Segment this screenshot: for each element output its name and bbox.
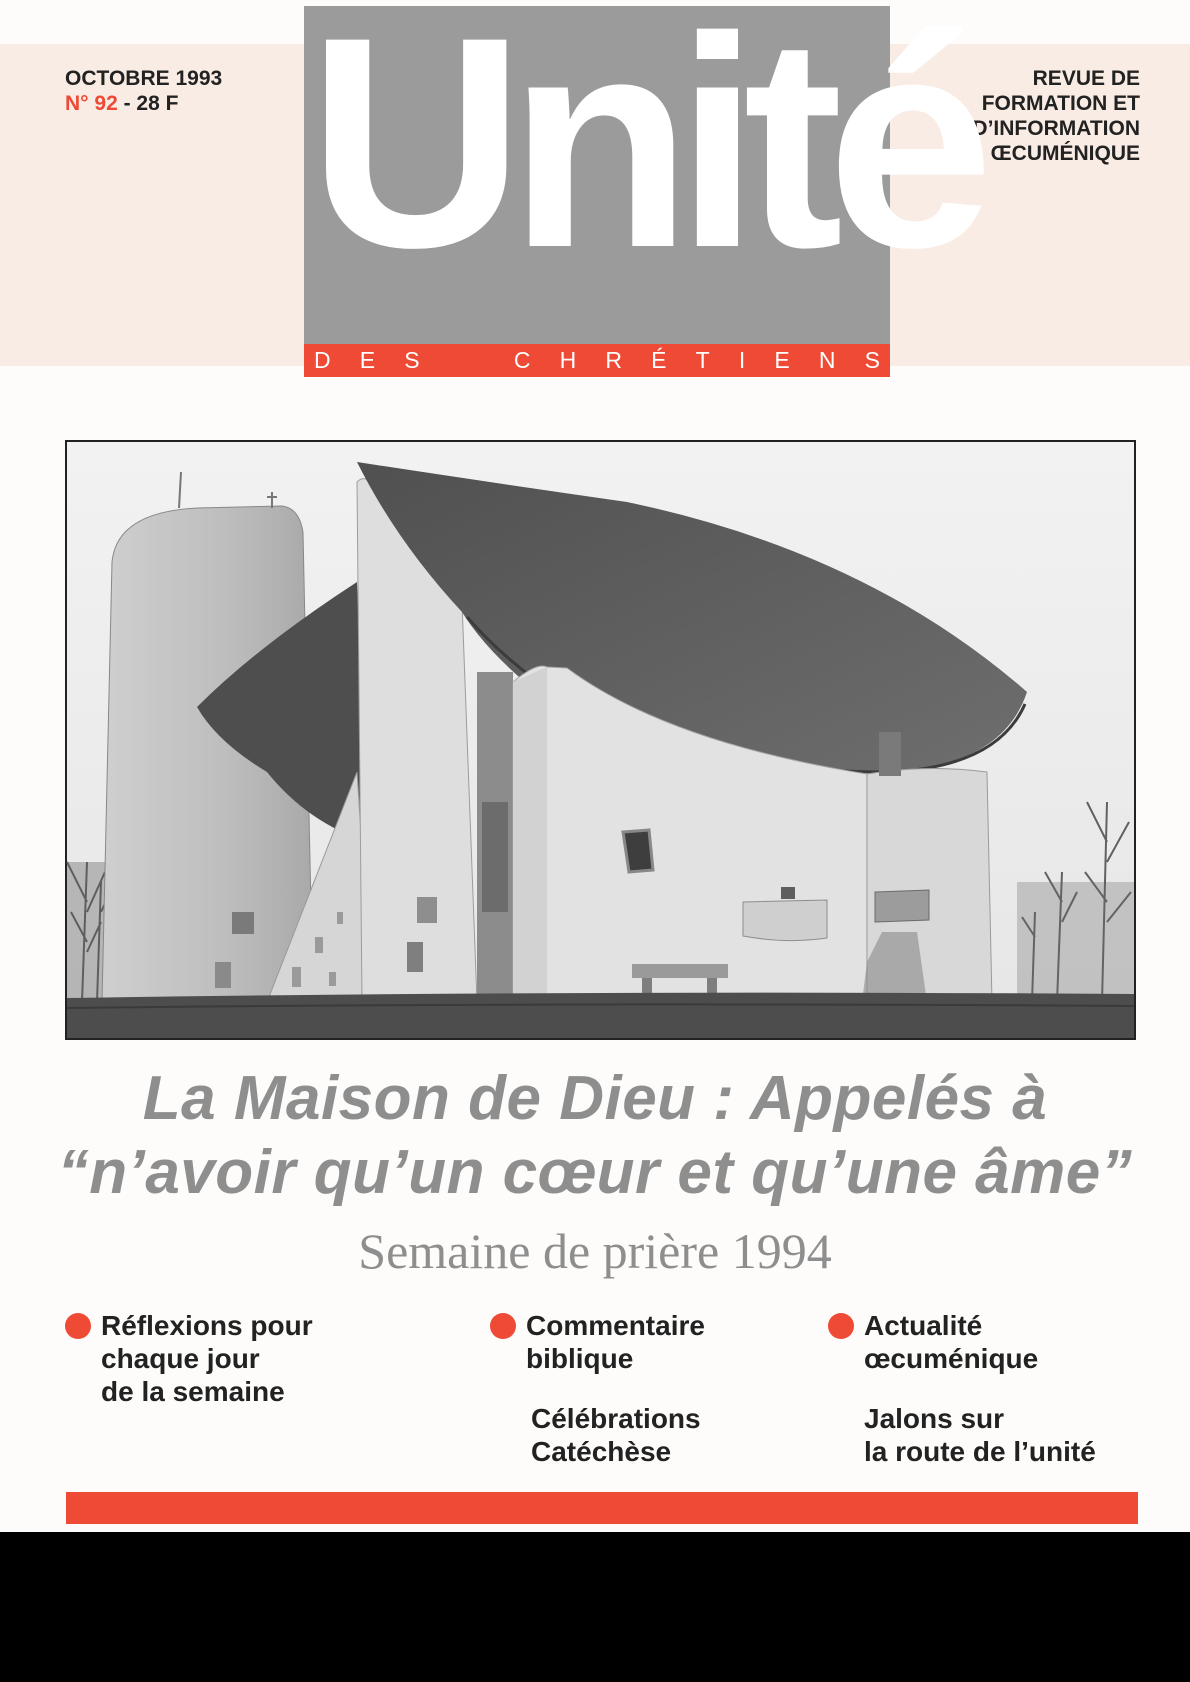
tagline-line: D’INFORMATION: [972, 117, 1140, 140]
subtitle-letter: S: [864, 347, 880, 373]
subtitle-letter: C: [513, 347, 531, 373]
subtitle-letter: N: [818, 347, 836, 373]
issue-number-value: N° 92: [65, 92, 118, 115]
masthead-title: Unité: [308, 0, 978, 310]
feature-line: Jalons sur: [864, 1403, 1005, 1434]
cover-headline: [0, 1062, 1190, 1210]
chapel-photo-illustration: [67, 442, 1134, 1038]
subtitle-letter: E: [359, 347, 376, 373]
feature-line: Commentaire: [526, 1310, 705, 1341]
feature-line: la route de l’unité: [864, 1436, 1096, 1467]
issue-info: [65, 66, 222, 116]
feature-line: Célébrations: [531, 1403, 701, 1434]
feature-jalons: [864, 1402, 1096, 1468]
subtitle-letter: S: [404, 347, 420, 373]
feature-line: chaque jour: [101, 1343, 260, 1374]
headline-line-1: La Maison de Dieu : Appelés à: [142, 1064, 1048, 1133]
masthead-title-box: [304, 0, 978, 344]
headline-line-2: “n’avoir qu’un cœur et qu’une âme”: [57, 1138, 1133, 1207]
feature-line: Actualité: [864, 1310, 983, 1341]
tagline-line: ŒCUMÉNIQUE: [990, 142, 1140, 165]
subtitle-letter: D: [314, 347, 331, 373]
bullet-dot: [490, 1313, 516, 1339]
bullet-dot: [828, 1313, 854, 1339]
bottom-accent-bar: [66, 1492, 1138, 1524]
subtitle-letter: I: [738, 347, 746, 373]
masthead: [304, 0, 978, 377]
cover-photo: [65, 440, 1136, 1040]
feature-line: Réflexions pour: [101, 1310, 313, 1341]
feature-actualite: [864, 1309, 1038, 1375]
issue-date: OCTOBRE 1993: [65, 67, 223, 90]
cover-subhead: Semaine de prière 1994: [358, 1223, 832, 1279]
feature-line: de la semaine: [101, 1376, 285, 1407]
feature-celebrations: [531, 1402, 701, 1468]
subtitle-letter: T: [695, 347, 710, 373]
issue-price: - 28 F: [117, 92, 179, 115]
tagline-line: REVUE DE: [1032, 67, 1140, 90]
feature-line: œcuménique: [864, 1343, 1039, 1374]
feature-line: Catéchèse: [531, 1436, 672, 1467]
subtitle-letter: H: [559, 347, 577, 373]
feature-commentaire: [526, 1309, 705, 1375]
subtitle-letter: E: [774, 347, 790, 373]
tagline-line: FORMATION ET: [981, 92, 1140, 115]
subtitle-letter: É: [651, 347, 667, 373]
masthead-subtitle: [304, 344, 890, 377]
subtitle-letter: R: [605, 347, 623, 373]
issue-number: [65, 91, 222, 116]
feature-line: biblique: [526, 1343, 634, 1374]
bullet-dot: [65, 1313, 91, 1339]
feature-reflections: [101, 1309, 313, 1408]
